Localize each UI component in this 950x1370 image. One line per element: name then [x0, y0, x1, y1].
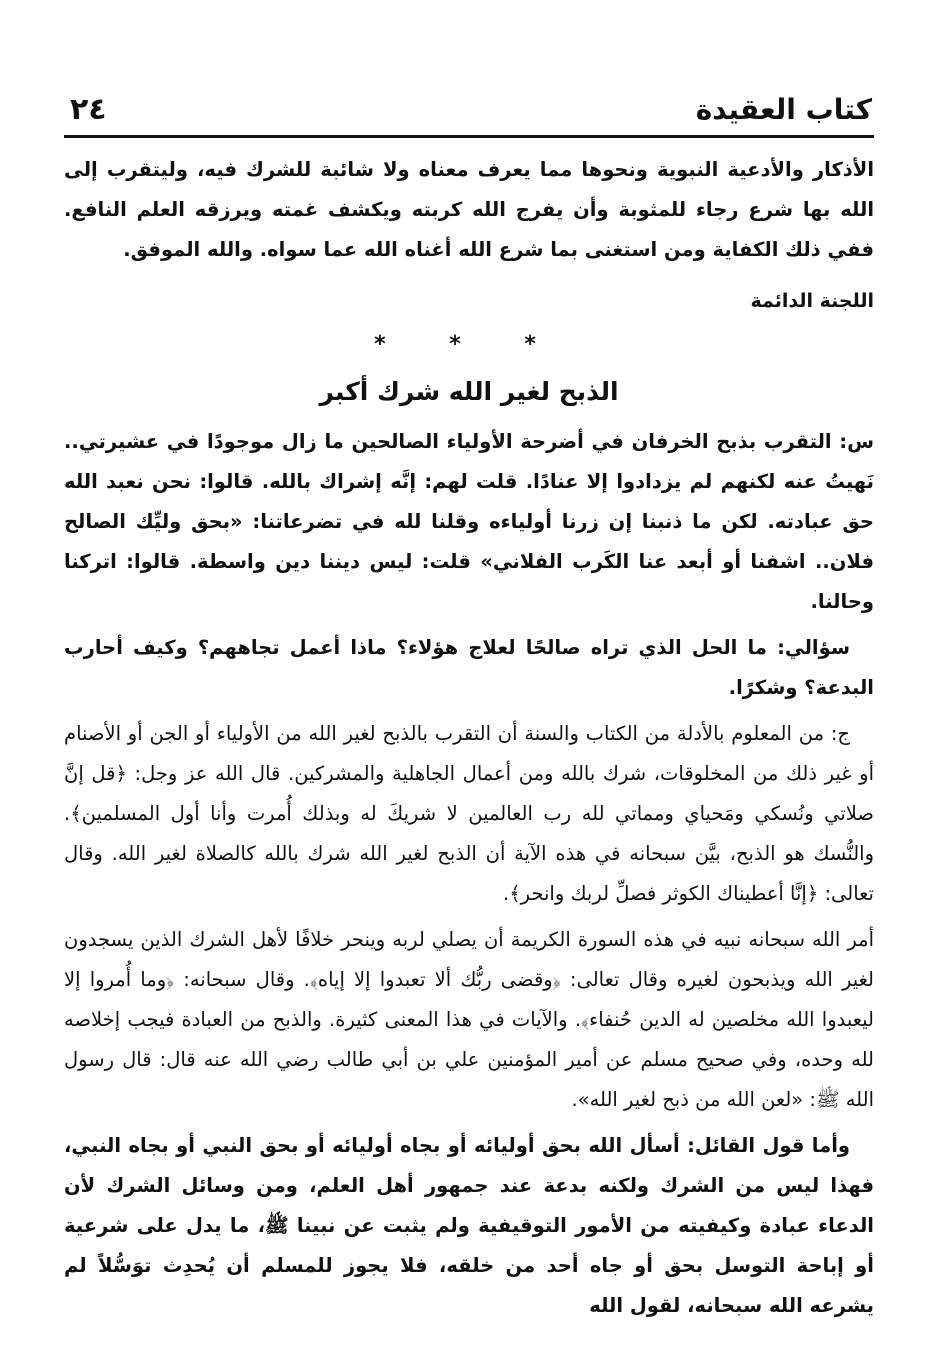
question-paragraph-1: س: التقرب بذبح الخرفان في أضرحة الأولياء الصالحين ما زال موجودًا في عشيرتي.. نَهيتُ عنه لكنهم لم يزدادوا إلا عنادًا. قلت لهم: إنَّه إشراك بالله. قالوا: نحن نعبد الله حق عبادته. لكن ما ذنبنا إن زرنا أولياءه وقلنا لله في تضرعاتنا: «بحق وليِّك الصالح فلان.. اشفنا أو أبعد عنا الكَرب الفلاني» قلت: ليس ديننا دين واسطة. قالوا: اتركنا وحالنا.	[64, 430, 874, 613]
answer-paragraph-3: وأما قول القائل: أسأل الله بحق أوليائه أو بجاه أوليائه أو بحق النبي أو بجاه النبي، فهذا ليس من الشرك ولكنه بدعة عند جمهور أهل العلم، ومن وسائل الشرك لأن الدعاء عبادة وكيفيته من الأمور التوقيفية ولم يثبت عن نبينا ﷺ، ما يدل على شرعية أو إباحة التوسل بحق أو جاه أحد من خلقه، فلا يجوز للمسلم أن يُحدِث توَسُّلاً لم يشرعه الله سبحانه، لقول الله	[64, 1134, 874, 1317]
intro-paragraph: الأذكار والأدعية النبوية ونحوها مما يعرف معناه ولا شائبة للشرك فيه، وليتقرب إلى الله بها شرع رجاء للمثوبة وأن يفرج الله كربته ويكشف غمته ويرزقه العلم النافع. ففي ذلك الكفاية ومن استغنى بما شرع الله أغناه الله عما سواه. والله الموفق.	[64, 158, 874, 261]
page-number: ٢٤	[70, 92, 107, 127]
answer-paragraph-1: ج: من المعلوم بالأدلة من الكتاب والسنة أن التقرب بالذبح لغير الله من الأولياء أو الجن أو الأصنام أو غير ذلك من المخلوقات، شرك بالله ومن أعمال الجاهلية والمشركين. قال الله عز وجل: ﴿قل إنَّ صلاتي ونُسكي ومَحياي ومماتي لله رب العالمين لا شريكَ له وبذلك أُمرت وأنا أول المسلمين﴾. والنُّسك هو الذبح، بيَّن سبحانه في هذه الآية أن الذبح لغير الله شرك بالله كالصلاة لغير الله. وقال تعالى: ﴿إنَّا أعطيناك الكوثر فصلِّ لربك وانحر﴾.	[64, 722, 874, 905]
question-paragraph-2: سؤالي: ما الحل الذي تراه صالحًا لعلاج هؤلاء؟ ماذا أعمل تجاههم؟ وكيف أحارب البدعة؟ وشكرًا.	[64, 636, 874, 699]
section-separator: * * *	[374, 332, 564, 357]
page-content	[64, 150, 874, 1332]
section-title: الذبح لغير الله شرك أكبر	[319, 377, 619, 406]
signature: اللجنة الدائمة	[750, 290, 874, 312]
page-header	[64, 88, 874, 138]
answer-paragraph-2: أمر الله سبحانه نبيه في هذه السورة الكريمة أن يصلي لربه وينحر خلافًا لأهل الشرك الذين يسجدون لغير الله ويذبحون لغيره وقال تعالى: ﴿وقضى ربُّك ألا تعبدوا إلا إياه﴾. وقال سبحانه: ﴿وما أُمروا إلا ليعبدوا الله مخلصين له الدين حُنفاء﴾. والآيات في هذا المعنى كثيرة. والذبح من العبادة فيجب إخلاصه لله وحده، وفي صحيح مسلم عن أمير المؤمنين علي بن أبي طالب رضي الله عنه قال: قال رسول الله ﷺ: «لعن الله من ذبح لغير الله».	[64, 928, 874, 1111]
book-title: كتاب العقيدة	[695, 93, 872, 126]
